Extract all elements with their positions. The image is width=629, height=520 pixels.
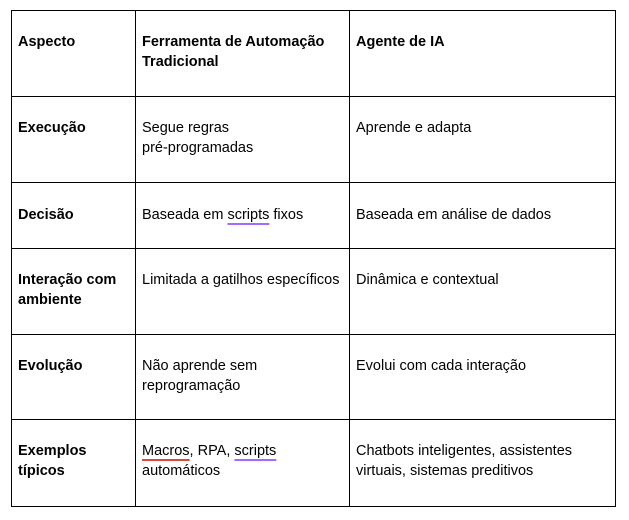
aspect-label-line2: ambiente [18,291,82,308]
cell-ai-evolucao[interactable] [350,335,616,420]
cell-aspect-decisao[interactable] [12,183,136,249]
header-aspect[interactable] [12,11,136,97]
aspect-label-line1: Exemplos [18,443,87,459]
cell-text: Limitada a gatilhos específicos [142,272,340,288]
cell-text-line1: Chatbots inteligentes, assistentes [356,443,573,459]
header-traditional-tool[interactable] [136,11,350,97]
table-row-execucao [12,97,616,183]
cell-ai-interacao[interactable] [350,249,616,335]
cell-traditional-evolucao[interactable] [136,335,350,420]
cell-text-suffix: fixos [269,207,304,223]
cell-text-prefix: Baseada em [142,207,228,223]
cell-text: Baseada em análise de dados [356,207,552,223]
cell-aspect-interacao[interactable] [12,249,136,335]
table-header-row [12,11,616,97]
header-traditional-line1: Ferramenta de Automação [142,34,325,50]
header-ai-agent[interactable] [350,11,616,97]
table-row-evolucao [12,335,616,420]
spellcheck-flagged-word[interactable]: scripts [227,207,270,223]
cell-text-line1: Segue regras [142,120,230,136]
aspect-label: Execução [18,120,86,136]
aspect-label: Evolução [18,358,83,374]
cell-text: Aprende e adapta [356,120,472,136]
aspect-label-line1: Interação com [18,272,117,288]
table-row-exemplos [12,420,616,507]
spellcheck-flagged-word[interactable]: scripts [234,443,277,459]
cell-traditional-interacao[interactable] [136,249,350,335]
cell-ai-exemplos[interactable] [350,420,616,507]
cell-text-line1 [142,442,343,462]
header-traditional-line2: Tradicional [142,53,219,70]
header-aspect-text: Aspecto [18,34,76,50]
cell-text-separator: , RPA, [189,443,235,459]
comparison-table [11,10,616,507]
cell-text-line2: pré-programadas [142,139,254,156]
cell-ai-decisao[interactable] [350,183,616,249]
cell-text: Evolui com cada interação [356,358,527,374]
aspect-label-line2: típicos [18,462,65,479]
cell-text-line2: virtuais, sistemas preditivos [356,462,534,479]
aspect-label: Decisão [18,207,74,223]
table-row-decisao [12,183,616,249]
cell-aspect-evolucao[interactable] [12,335,136,420]
cell-traditional-exemplos[interactable] [136,420,350,507]
cell-text-line2: reprogramação [142,377,241,394]
cell-aspect-exemplos[interactable] [12,420,136,507]
header-ai-agent-text: Agente de IA [356,34,445,50]
cell-text-line [142,206,343,226]
cell-text: Dinâmica e contextual [356,272,499,288]
cell-aspect-execucao[interactable] [12,97,136,183]
cell-traditional-decisao[interactable] [136,183,350,249]
cell-text-line2: automáticos [142,462,221,479]
cell-ai-execucao[interactable] [350,97,616,183]
table-row-interacao [12,249,616,335]
spellcheck-error-word[interactable]: Macros [142,443,190,459]
cell-text-line1: Não aprende sem [142,358,258,374]
cell-traditional-execucao[interactable] [136,97,350,183]
